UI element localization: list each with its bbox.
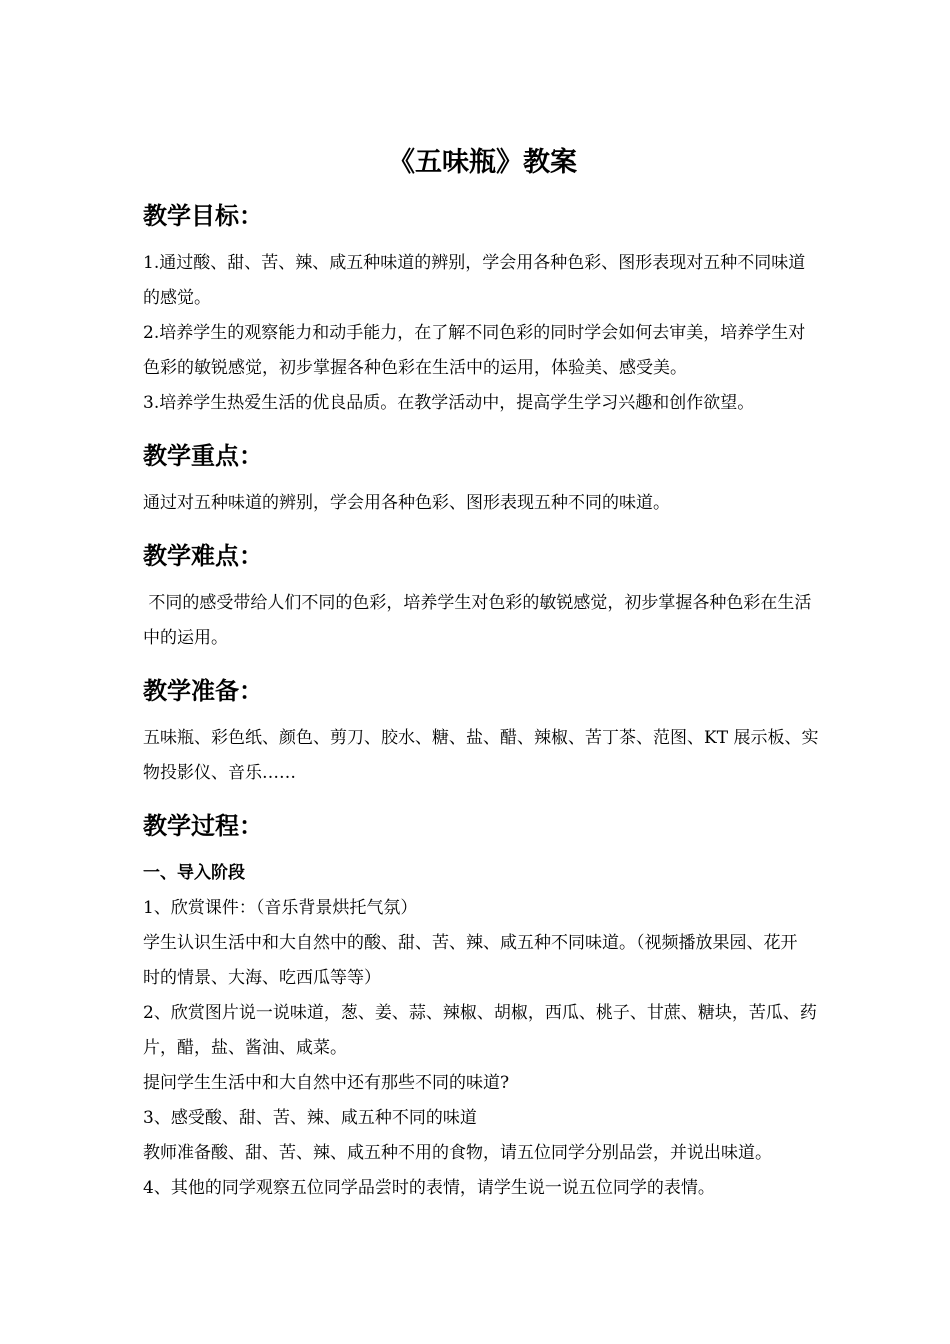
text-line: 通过对五种味道的辨别，学会用各种色彩、图形表现五种不同的味道。 [143, 493, 670, 513]
text-line: 中的运用。 [143, 628, 228, 648]
text-line: 时的情景、大海、吃西瓜等等） [143, 968, 381, 988]
section-preparation [143, 676, 822, 791]
text-line: 2、欣赏图片说一说味道，葱、姜、蒜、辣椒、胡椒，西瓜、桃子、甘蔗、糖块，苦瓜、药 [143, 1003, 817, 1023]
section-heading-key-points: 教学重点： [143, 441, 263, 470]
text-line: 学生认识生活中和大自然中的酸、甜、苦、辣、咸五种不同味道。（视频播放果园、花开 [143, 933, 798, 953]
section-heading-difficulties: 教学难点： [143, 541, 263, 570]
subsection-heading-intro-stage: 一、导入阶段 [143, 863, 245, 883]
section-heading-objectives: 教学目标： [143, 201, 263, 230]
section-difficulties [143, 541, 822, 656]
text-line: 3.培养学生热爱生活的优良品质。在教学活动中，提高学生学习兴趣和创作欲望。 [143, 393, 755, 413]
section-heading-preparation: 教学准备： [143, 676, 263, 705]
text-line: 五味瓶、彩色纸、颜色、剪刀、胶水、糖、盐、醋、辣椒、苦丁茶、范图、KT 展示板、实 [143, 728, 819, 748]
text-line: 片，醋，盐、酱油、咸菜。 [143, 1038, 347, 1058]
text-line: 3、感受酸、甜、苦、辣、咸五种不同的味道 [143, 1108, 477, 1128]
section-key-points [143, 441, 822, 521]
text-line: 不同的感受带给人们不同的色彩，培养学生对色彩的敏锐感觉，初步掌握各种色彩在生活 [143, 593, 812, 613]
text-line: 教师准备酸、甜、苦、辣、咸五种不用的食物，请五位同学分别品尝，并说出味道。 [143, 1143, 772, 1163]
section-objectives [143, 201, 822, 421]
section-process [143, 811, 822, 1206]
text-line: 色彩的敏锐感觉，初步掌握各种色彩在生活中的运用，体验美、感受美。 [143, 358, 687, 378]
text-line: 提问学生生活中和大自然中还有那些不同的味道? [143, 1073, 510, 1093]
text-line: 的感觉。 [143, 288, 211, 308]
text-line: 4、其他的同学观察五位同学品尝时的表情，请学生说一说五位同学的表情。 [143, 1178, 715, 1198]
text-line: 1、欣赏课件：（音乐背景烘托气氛） [143, 898, 418, 918]
document-title: 《五味瓶》教案 [388, 147, 577, 178]
text-line: 1.通过酸、甜、苦、辣、咸五种味道的辨别，学会用各种色彩、图形表现对五种不同味道 [143, 253, 806, 273]
text-line: 物投影仪、音乐…… [143, 763, 296, 783]
text-line: 2.培养学生的观察能力和动手能力，在了解不同色彩的同时学会如何去审美，培养学生对 [143, 323, 806, 343]
section-heading-process: 教学过程： [143, 811, 263, 840]
